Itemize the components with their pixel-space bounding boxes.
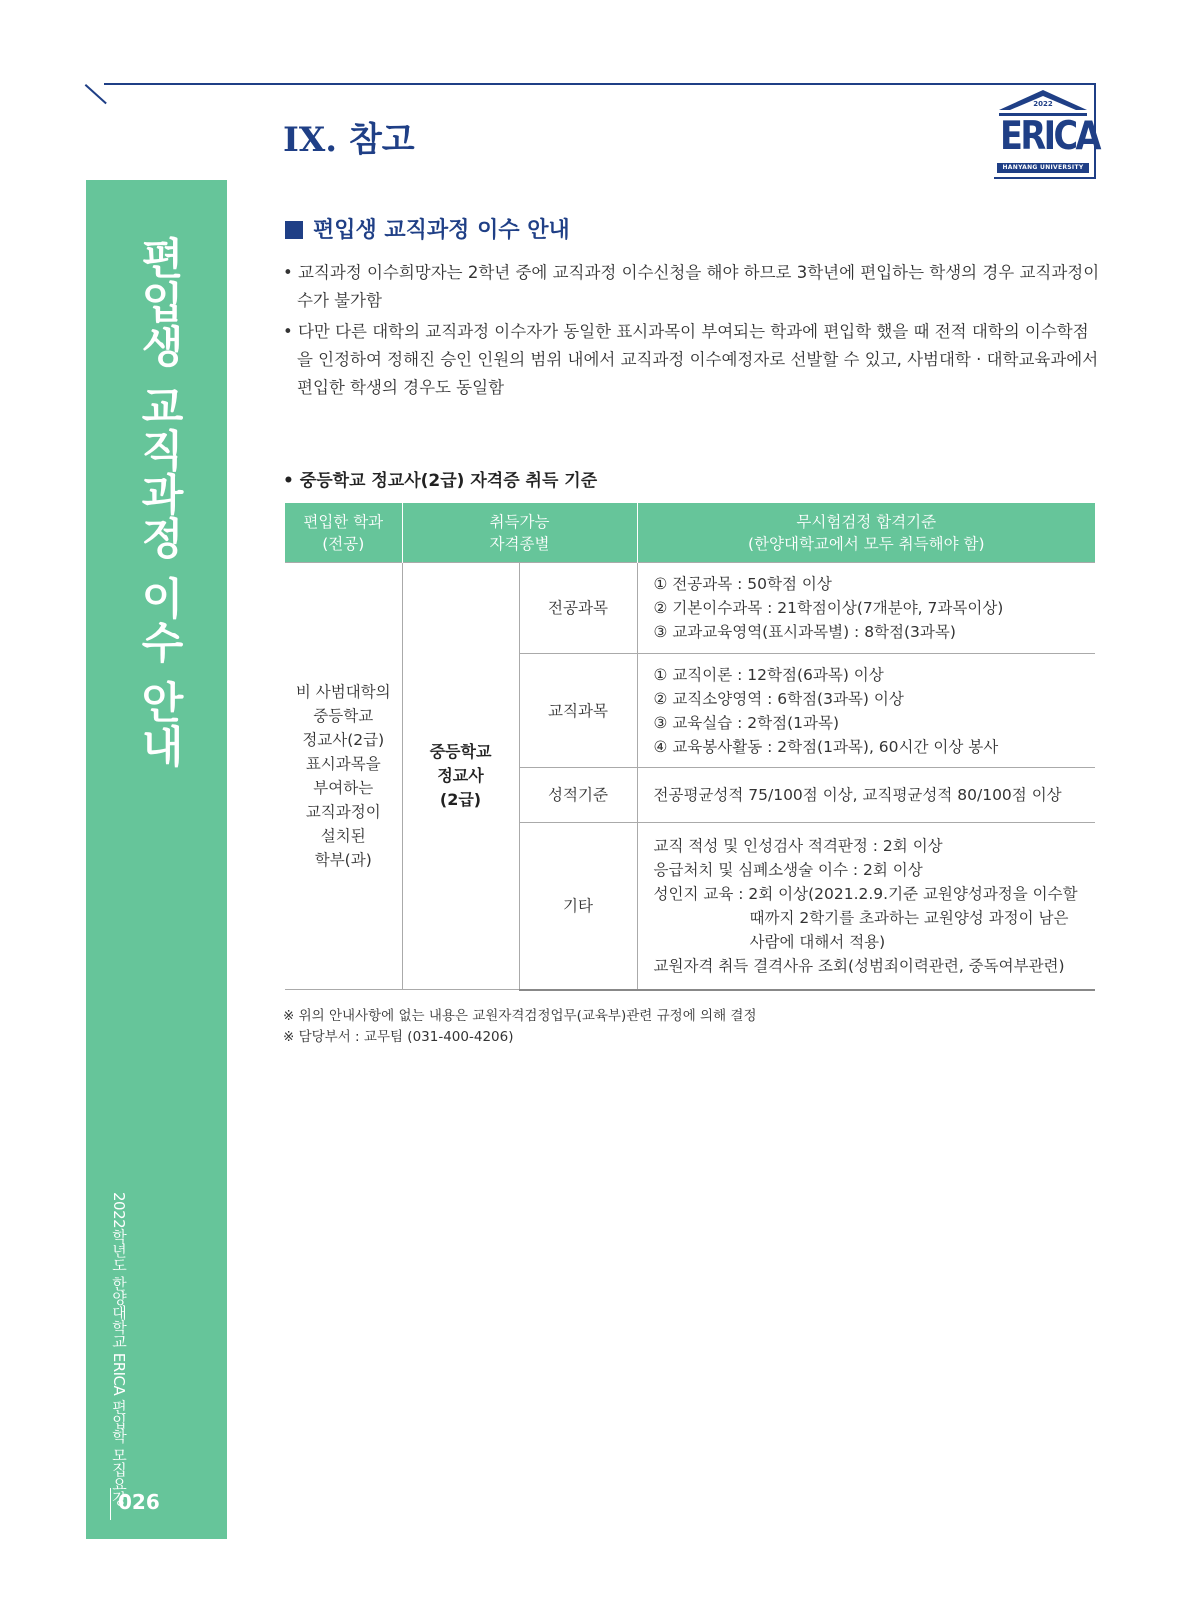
category-cell: 기타 — [519, 823, 637, 990]
category-cell: 교직과목 — [519, 654, 637, 768]
logo-year: 2022 — [1033, 100, 1053, 108]
table-row — [285, 563, 1095, 654]
table-header-row — [285, 503, 1095, 563]
header-criteria: 무시험검정 합격기준 (한양대학교에서 모두 취득해야 함) — [637, 503, 1095, 563]
header-department: 편입한 학과 (전공) — [285, 503, 402, 563]
footnotes — [283, 1006, 757, 1048]
bullet-list — [283, 259, 1103, 405]
requirements-table — [285, 503, 1095, 991]
sidebar-footer: 2022학년도 한양대학교 ERICA 편입학 모집요강 — [110, 1192, 128, 1506]
category-cell: 성적기준 — [519, 768, 637, 823]
square-bullet-icon — [285, 221, 303, 239]
criteria-cell: 전공평균성적 75/100점 이상, 교직평균성적 80/100점 이상 — [637, 768, 1095, 823]
chapter-title: IX. 참고 — [283, 120, 415, 160]
footnote: ※ 담당부서 : 교무팀 (031-400-4206) — [283, 1029, 514, 1045]
logo-subtitle: HANYANG UNIVERSITY — [997, 163, 1089, 173]
bullet-item: • 교직과정 이수희망자는 2학년 중에 교직과정 이수신청을 해야 하므로 3학년에 편입하는 학생의 경우 교직과정이수가 불가함 — [283, 263, 1100, 310]
criteria-cell: 교직 적성 및 인성검사 적격판정 : 2회 이상 응급처치 및 심폐소생술 이수 : 2회 이상 성인지 교육 : 2회 이상(2021.2.9.기준 교원양성과정을 이수할 때까지 2학기를 초과하는 교원양성 과정이 남은 사람에 대해서 적용) 교원자격 취득 결격사유 조회(성범죄이력관련, 중독여부관련) — [637, 823, 1095, 990]
corner-accent — [85, 84, 107, 104]
page-number-rule — [110, 1488, 111, 1520]
page-number: 026 — [118, 1490, 160, 1514]
category-cell: 전공과목 — [519, 563, 637, 654]
header-qualification: 취득가능 자격종별 — [402, 503, 637, 563]
criteria-cell: ① 교직이론 : 12학점(6과목) 이상 ② 교직소양영역 : 6학점(3과목) 이상 ③ 교육실습 : 2학점(1과목) ④ 교육봉사활동 : 2학점(1과목), 60시간 이상 봉사 — [637, 654, 1095, 768]
header-rule — [104, 83, 1095, 85]
logo-wordmark: ERICA — [1000, 114, 1099, 159]
sidebar-title: 편입생 교직과정 이수 안내 — [134, 236, 184, 768]
table-subheading: • 중등학교 정교사(2급) 자격증 취득 기준 — [283, 471, 598, 491]
section-heading: 편입생 교직과정 이수 안내 — [285, 213, 570, 244]
qualification-cell: 중등학교 정교사 (2급) — [402, 563, 519, 990]
department-cell: 비 사범대학의 중등학교 정교사(2급) 표시과목을 부여하는 교직과정이 설치된 학부(과) — [285, 563, 402, 990]
bullet-item: • 다만 다른 대학의 교직과정 이수자가 동일한 표시과목이 부여되는 학과에 편입학 했을 때 전적 대학의 이수학점을 인정하여 정해진 승인 인원의 범위 내에서 교직과정 이수예정자로 선발할 수 있고, 사범대학 · 대학교육과에서 편입한 학생의 경우도 동일함 — [283, 322, 1099, 397]
criteria-cell: ① 전공과목 : 50학점 이상 ② 기본이수과목 : 21학점이상(7개분야, 7과목이상) ③ 교과교육영역(표시과목별) : 8학점(3과목) — [637, 563, 1095, 654]
footnote: ※ 위의 안내사항에 없는 내용은 교원자격검정업무(교육부)관련 규정에 의해 결정 — [283, 1008, 757, 1024]
